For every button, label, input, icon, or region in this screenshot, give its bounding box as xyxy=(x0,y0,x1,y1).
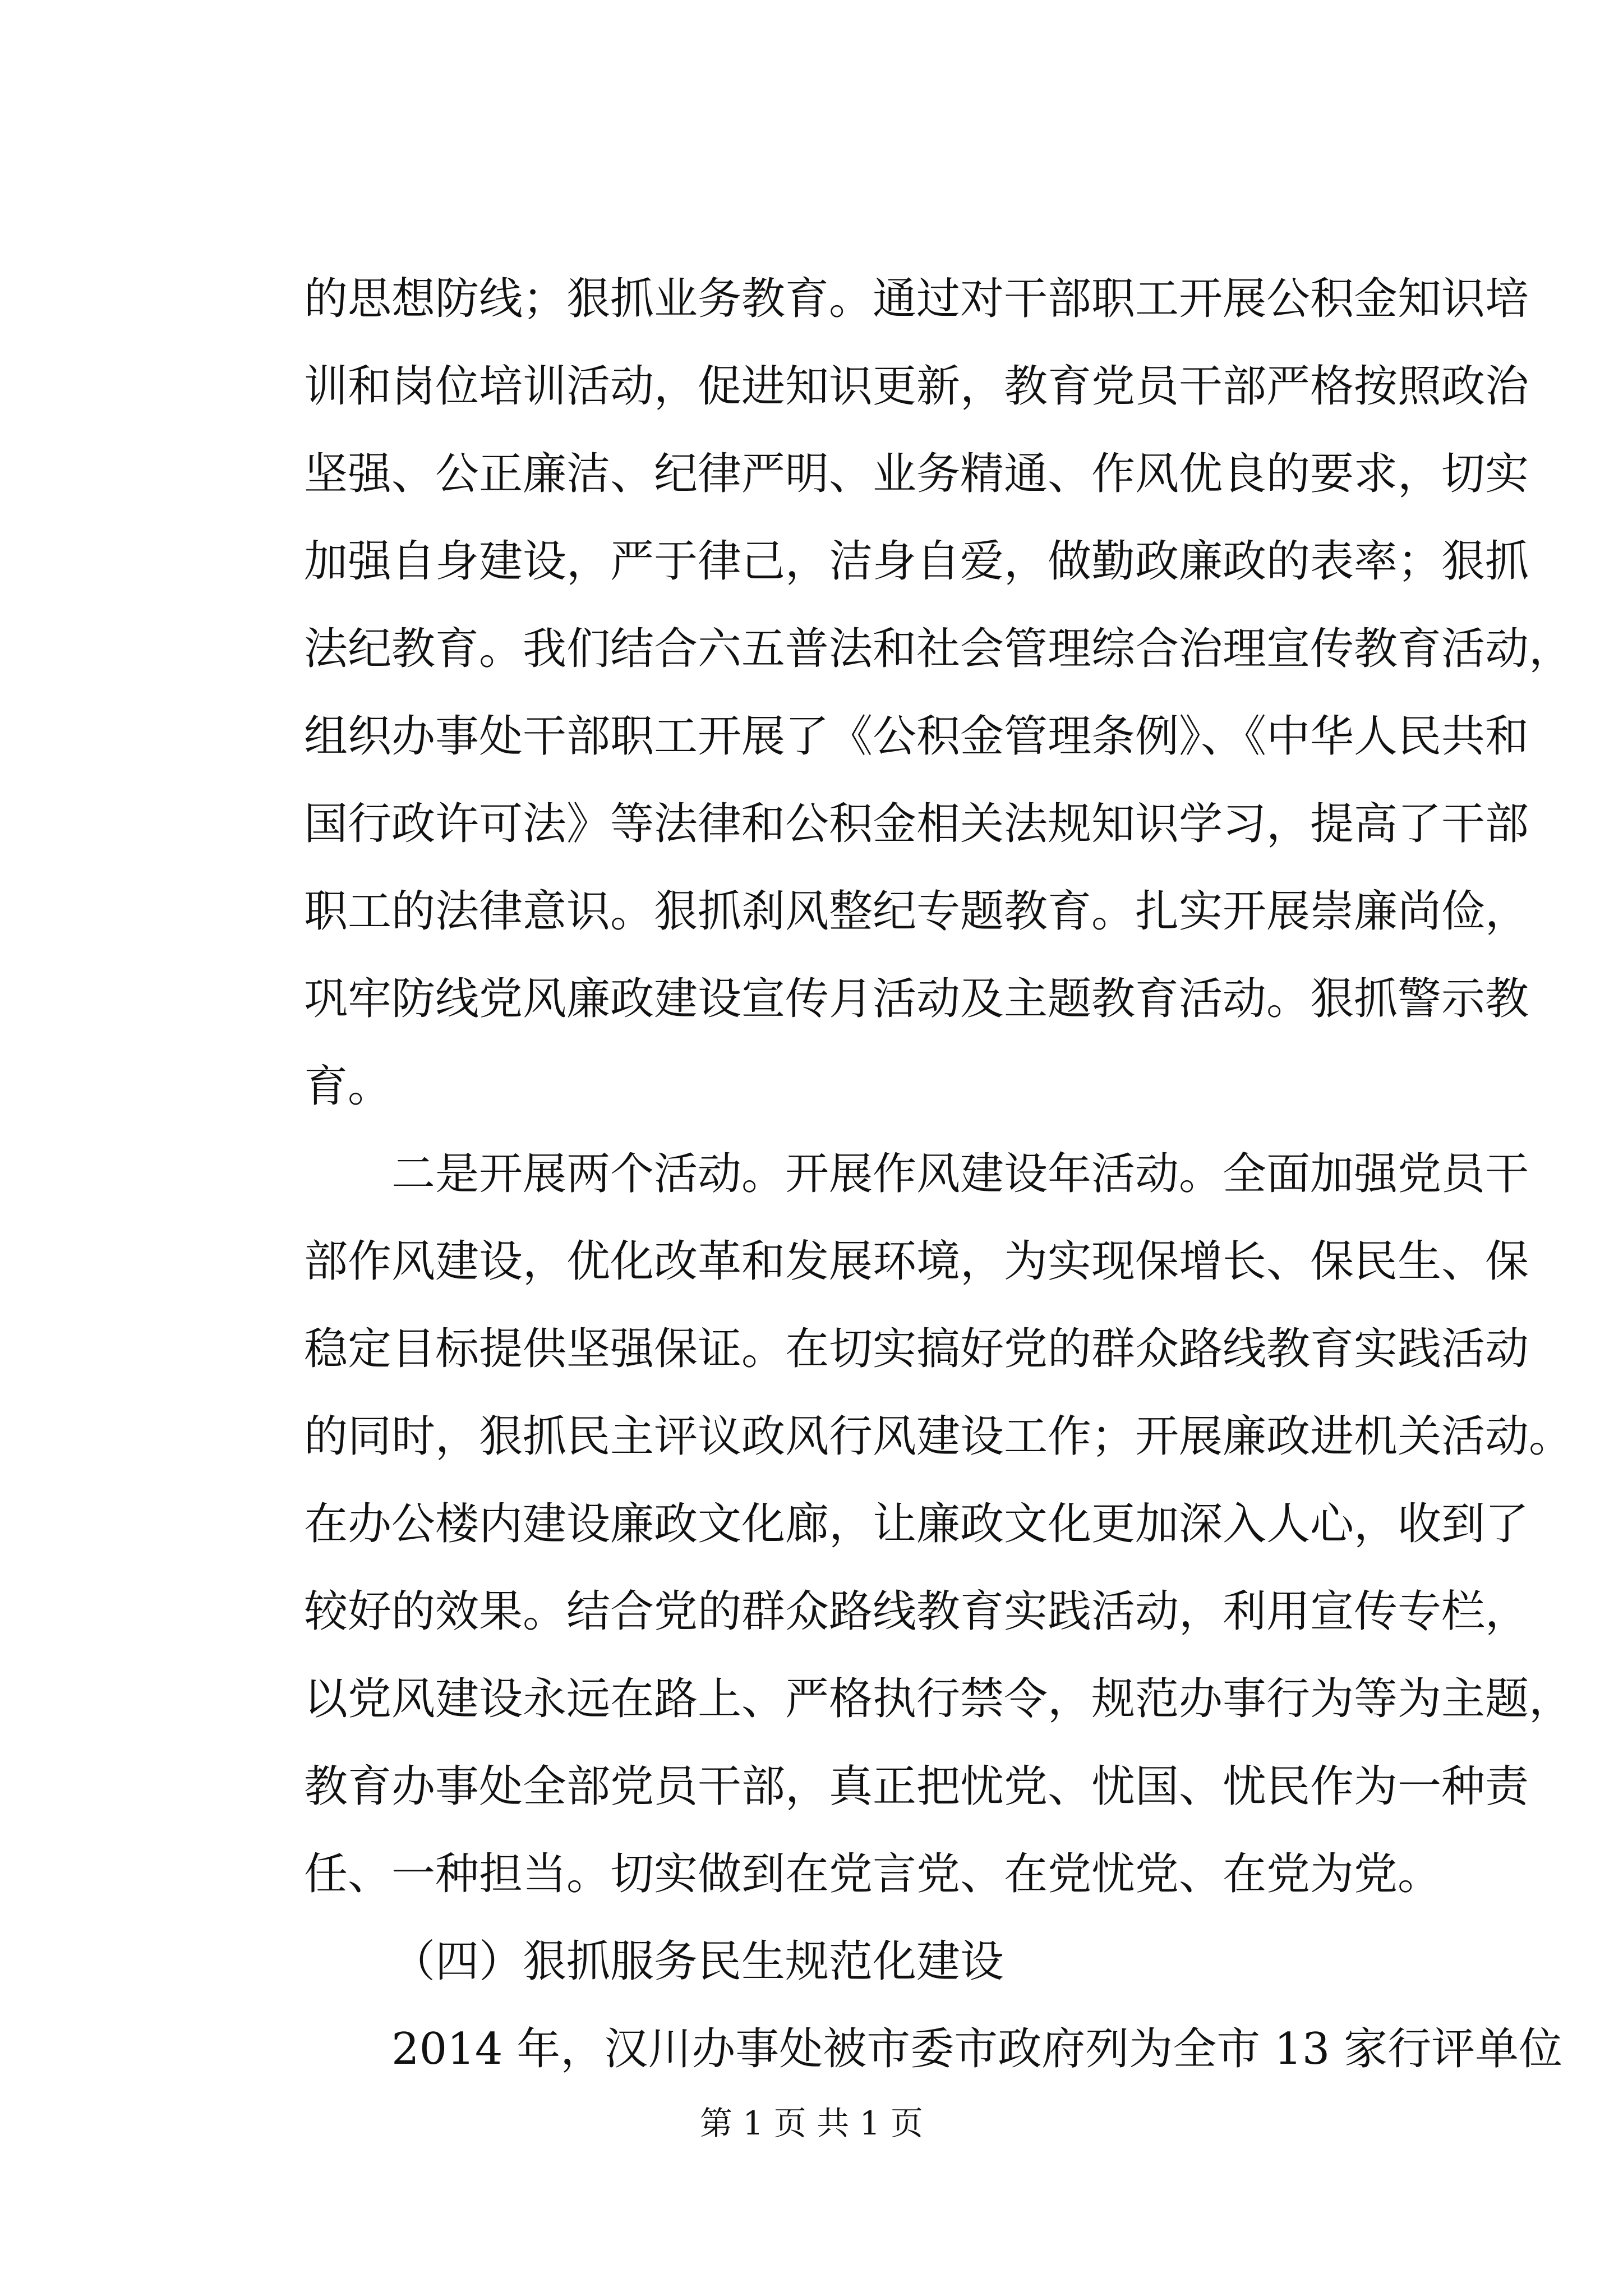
paragraph-line: 任、一种担当。切实做到在党言党、在党忧党、在党为党。 xyxy=(304,1849,1442,1899)
paragraph-line: 巩牢防线党风廉政建设宣传月活动及主题教育活动。狠抓警示教 xyxy=(304,974,1529,1024)
paragraph-line: 加强自身建设，严于律己，洁身自爱，做勤政廉政的表率；狠抓 xyxy=(304,536,1529,587)
page-footer: 第 1 页 共 1 页 xyxy=(700,2104,923,2142)
document-body xyxy=(304,255,1573,2093)
paragraph-line: 育。 xyxy=(304,1061,392,1112)
paragraph-line: 训和岗位培训活动，促进知识更新，教育党员干部严格按照政治 xyxy=(304,361,1529,412)
paragraph-line: 以党风建设永远在路上、严格执行禁令，规范办事行为等为主题， xyxy=(304,1674,1573,1724)
paragraph-line: 法纪教育。我们结合六五普法和社会管理综合治理宣传教育活动， xyxy=(304,624,1573,674)
paragraph-line: 坚强、公正廉洁、纪律严明、业务精通、作风优良的要求，切实 xyxy=(304,449,1529,499)
section-heading: （四）狠抓服务民生规范化建设 xyxy=(391,1936,1004,1987)
paragraph-line: 的思想防线；狠抓业务教育。通过对干部职工开展公积金知识培 xyxy=(304,274,1529,324)
paragraph-line: 稳定目标提供坚强保证。在切实搞好党的群众路线教育实践活动 xyxy=(304,1324,1529,1374)
paragraph-line: 的同时，狠抓民主评议政风行风建设工作；开展廉政进机关活动。 xyxy=(304,1411,1573,1462)
paragraph-line: 部作风建设，优化改革和发展环境，为实现保增长、保民生、保 xyxy=(304,1236,1529,1287)
paragraph-line: 职工的法律意识。狠抓刹风整纪专题教育。扎实开展崇廉尚俭， xyxy=(304,886,1529,937)
paragraph-line: 组织办事处干部职工开展了《公积金管理条例》、《中华人民共和 xyxy=(304,711,1529,762)
paragraph-line: 2014 年，汉川办事处被市委市政府列为全市 13 家行评单位 xyxy=(391,2024,1563,2074)
paragraph-line: 教育办事处全部党员干部，真正把忧党、忧国、忧民作为一种责 xyxy=(304,1761,1529,1812)
paragraph-line: 在办公楼内建设廉政文化廊，让廉政文化更加深入人心，收到了 xyxy=(304,1499,1529,1549)
paragraph-line: 二是开展两个活动。开展作风建设年活动。全面加强党员干 xyxy=(391,1149,1529,1199)
paragraph-line: 较好的效果。结合党的群众路线教育实践活动，利用宣传专栏， xyxy=(304,1586,1529,1637)
paragraph-line: 国行政许可法》等法律和公积金相关法规知识学习，提高了干部 xyxy=(304,799,1529,849)
